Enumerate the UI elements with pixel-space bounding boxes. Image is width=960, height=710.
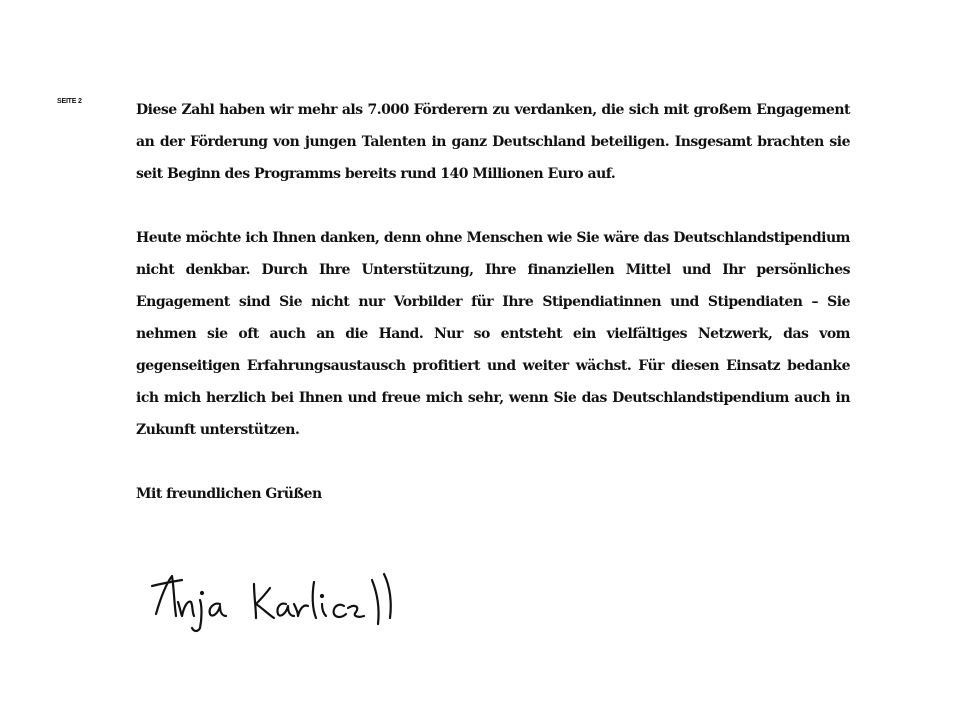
handwritten-signature bbox=[148, 566, 408, 636]
paragraph-gratitude: Heute möchte ich Ihnen danken, denn ohne Menschen wie Sie wäre das Deutschlandstipendium nicht denkbar. Durch Ihre Unterstützung, Ihre finanziellen Mittel und Ihr persönliches Engagement sind Sie nicht nur Vorbilder für Ihre Stipendiatinnen und Stipendiaten – Sie nehmen sie oft auch an die Hand. Nur so entsteht ein vielfältiges Netzwerk, das vom gegenseitigen Erfahrungsaustausch profitiert und weiter wächst. Für diesen Einsatz bedanke ich mich herzlich bei Ihnen und freue mich sehr, wenn Sie das Deutschlandstipendium auch in Zukunft unterstützen. bbox=[136, 230, 850, 438]
signature-drawing bbox=[148, 566, 408, 636]
paragraph-thanks-supporters: Diese Zahl haben wir mehr als 7.000 Förderern zu verdanken, die sich mit großem Engagement an der Förderung von jungen Talenten in ganz Deutschland beteiligen. Insgesamt brachten sie seit Beginn des Programms bereits rund 140 Millionen Euro auf. bbox=[136, 102, 850, 182]
page-number-label: SEITE 2 bbox=[57, 98, 82, 105]
letter-body bbox=[136, 94, 850, 446]
closing-salutation: Mit freundlichen Grüßen bbox=[136, 486, 322, 502]
